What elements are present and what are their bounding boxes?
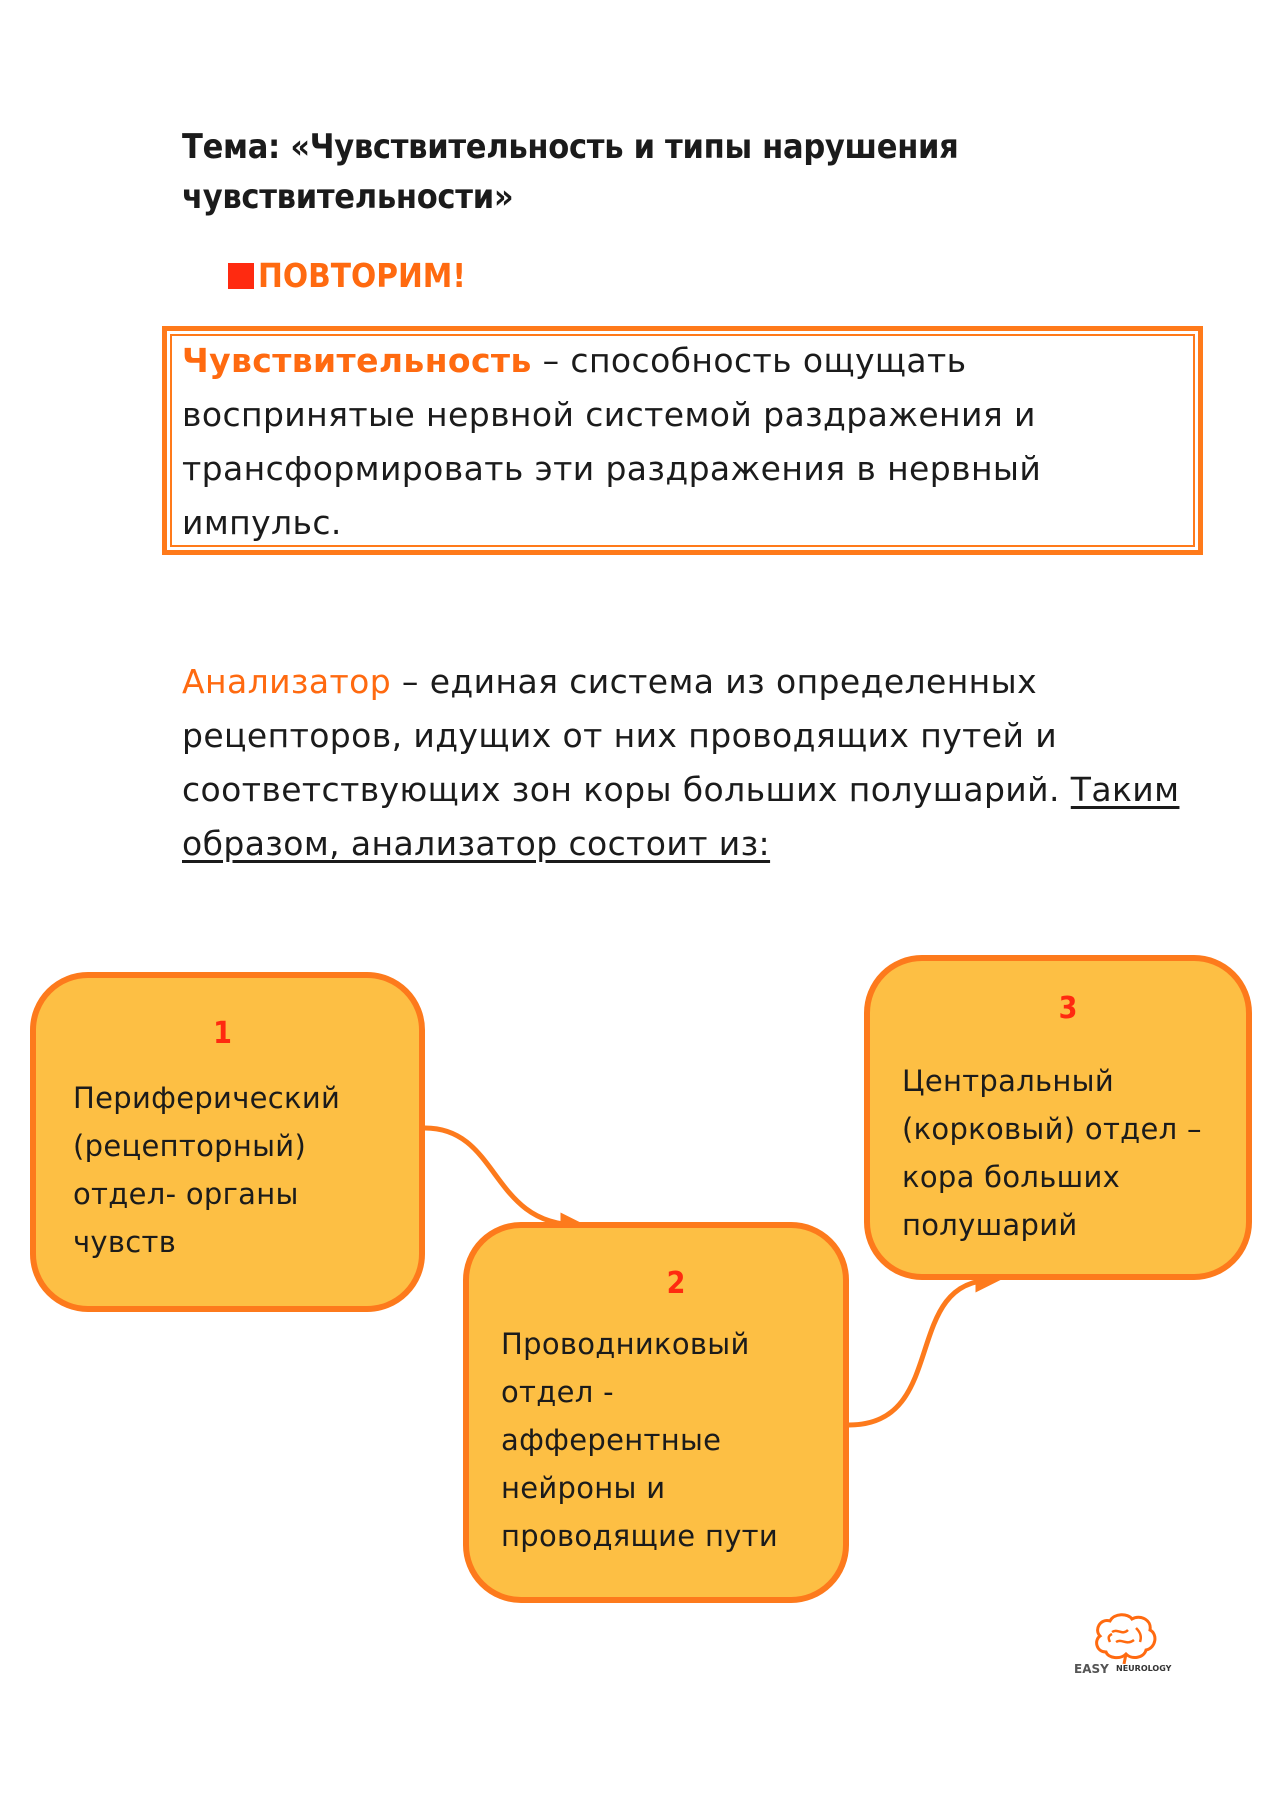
card-number: 2 <box>666 1266 686 1301</box>
analyzer-part-card-3 <box>864 955 1252 1280</box>
page-title: Тема: «Чувствительность и типы нарушения чувствительности» <box>182 127 959 217</box>
card-text: Центральный (корковый) отдел – кора больших полушарий <box>902 1064 1202 1242</box>
analyzer-body: – единая система из определенных рецепторов, идущих от них проводящих путей и соответствующих зон коры больших полушарий. <box>182 662 1071 809</box>
definition-term: Чувствительность <box>182 341 532 380</box>
card-number: 3 <box>1058 991 1078 1026</box>
card-text: Проводниковый отдел - афферентные нейроны и проводящие пути <box>501 1327 779 1553</box>
easy-neurology-logo <box>1070 1612 1190 1676</box>
card-text: Периферический (рецепторный) отдел- органы чувств <box>73 1081 341 1259</box>
repeat-label: ПОВТОРИМ! <box>258 256 466 295</box>
analyzer-summary: Таким образом, анализатор состоит из: <box>182 770 1180 863</box>
card-number: 1 <box>213 1016 232 1051</box>
logo-word-easy: EASY <box>1074 1662 1109 1676</box>
analyzer-part-card-2 <box>463 1222 849 1603</box>
arrow-1-to-2 <box>425 1128 578 1225</box>
analyzer-term: Анализатор <box>182 662 392 701</box>
definition-body: – способность ощущать воспринятые нервной системой раздражения и трансформировать эти раздражения в нервный импульс. <box>182 341 1042 542</box>
logo-word-neurology: NEUROLOGY <box>1116 1664 1172 1673</box>
analyzer-part-card-1 <box>30 972 425 1312</box>
brain-icon <box>1092 1612 1162 1664</box>
arrow-2-to-3 <box>849 1280 993 1425</box>
